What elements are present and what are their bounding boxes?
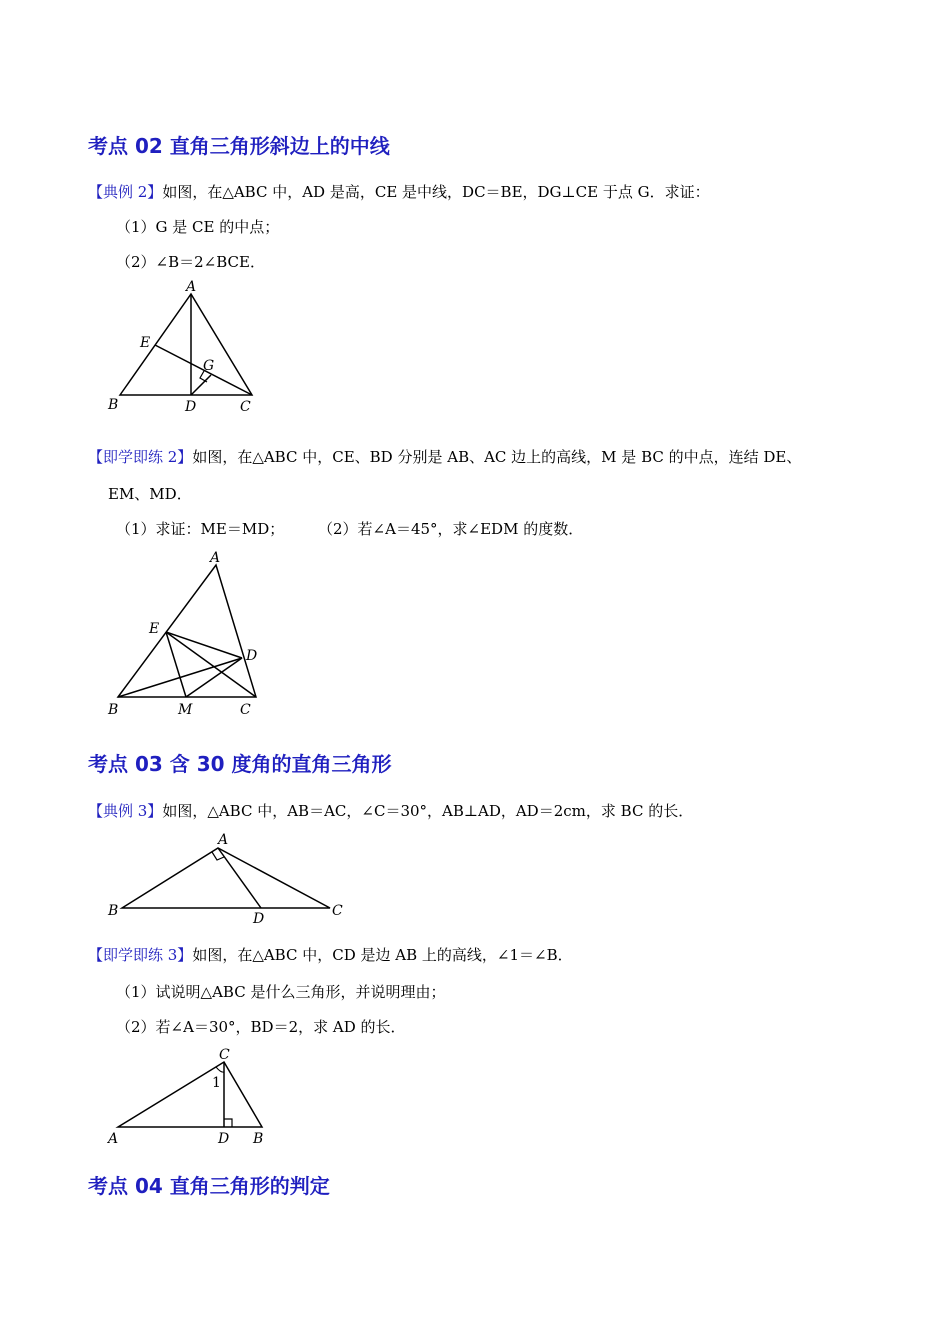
label-d: D <box>218 1131 230 1147</box>
example-2-stem <box>88 182 710 202</box>
practice-2-figure <box>100 548 270 723</box>
example-2-text: 如图，在△ABC 中，AD 是高，CE 是中线，DC＝BE，DG⊥CE 于点 G．求证： <box>162 183 710 201</box>
altitude-ce <box>166 632 256 697</box>
label-a: A <box>210 550 221 566</box>
label-b: B <box>108 903 119 919</box>
label-a: A <box>186 279 197 295</box>
triangle-abc <box>122 848 330 908</box>
label-d: D <box>253 911 265 927</box>
practice-3-q1: （1）试说明△ABC 是什么三角形，并说明理由； <box>116 983 446 1001</box>
segment-ad <box>218 848 261 908</box>
label-e: E <box>149 621 160 637</box>
right-angle-mark-d <box>224 1119 232 1127</box>
segment-de <box>166 632 242 658</box>
practice-2-text-1: 如图，在△ABC 中，CE、BD 分别是 AB、AC 边上的高线，M 是 BC 的中点，连结 DE、 <box>192 448 802 466</box>
label-c: C <box>240 399 251 415</box>
practice-2-stem-line2: EM、MD． <box>108 485 192 503</box>
practice-3-text: 如图，在△ABC 中，CD 是边 AB 上的高线，∠1＝∠B． <box>192 946 573 964</box>
example-3-tag: 【典例 3】 <box>88 802 163 820</box>
label-c: C <box>219 1047 230 1063</box>
label-a: A <box>218 832 229 848</box>
label-a: A <box>108 1131 119 1147</box>
segment-md <box>186 658 242 697</box>
practice-3-q2: （2）若∠A＝30°，BD＝2，求 AD 的长． <box>116 1018 406 1036</box>
section-title-02: 考点 02 直角三角形斜边上的中线 <box>88 134 390 158</box>
practice-2-q2: （2）若∠A＝45°，求∠EDM 的度数． <box>318 520 584 538</box>
label-angle-1: 1 <box>212 1075 221 1091</box>
angle-arc-1 <box>216 1067 224 1072</box>
triangle-abc <box>118 565 256 697</box>
example-2-q1: （1）G 是 CE 的中点； <box>116 218 280 236</box>
practice-3-tag: 【即学即练 3】 <box>88 946 193 964</box>
example-2-figure <box>100 275 270 420</box>
practice-2-stem-line1 <box>88 447 801 467</box>
practice-3-stem <box>88 945 573 965</box>
label-b: B <box>108 702 119 718</box>
example-3-figure <box>100 828 350 928</box>
label-b: B <box>108 397 119 413</box>
example-3-text: 如图，△ABC 中，AB＝AC，∠C＝30°，AB⊥AD，AD＝2cm，求 BC 的长． <box>162 802 694 820</box>
label-b: B <box>253 1131 264 1147</box>
example-2-q2: （2）∠B＝2∠BCE． <box>116 253 265 271</box>
label-m: M <box>178 702 193 718</box>
label-d: D <box>185 399 197 415</box>
section-title-04: 考点 04 直角三角形的判定 <box>88 1174 330 1198</box>
example-2-tag: 【典例 2】 <box>88 183 163 201</box>
practice-2-tag: 【即学即练 2】 <box>88 448 193 466</box>
practice-2-q1: （1）求证：ME＝MD； <box>116 520 285 538</box>
practice-3-figure <box>100 1045 280 1150</box>
section-title-03: 考点 03 含 30 度角的直角三角形 <box>88 752 392 776</box>
label-c: C <box>240 702 251 718</box>
label-e: E <box>140 335 151 351</box>
segment-em <box>166 632 186 697</box>
label-g: G <box>203 358 215 374</box>
example-3-stem <box>88 801 693 821</box>
triangle-abc <box>118 1062 262 1127</box>
label-c: C <box>332 903 343 919</box>
label-d: D <box>246 648 258 664</box>
